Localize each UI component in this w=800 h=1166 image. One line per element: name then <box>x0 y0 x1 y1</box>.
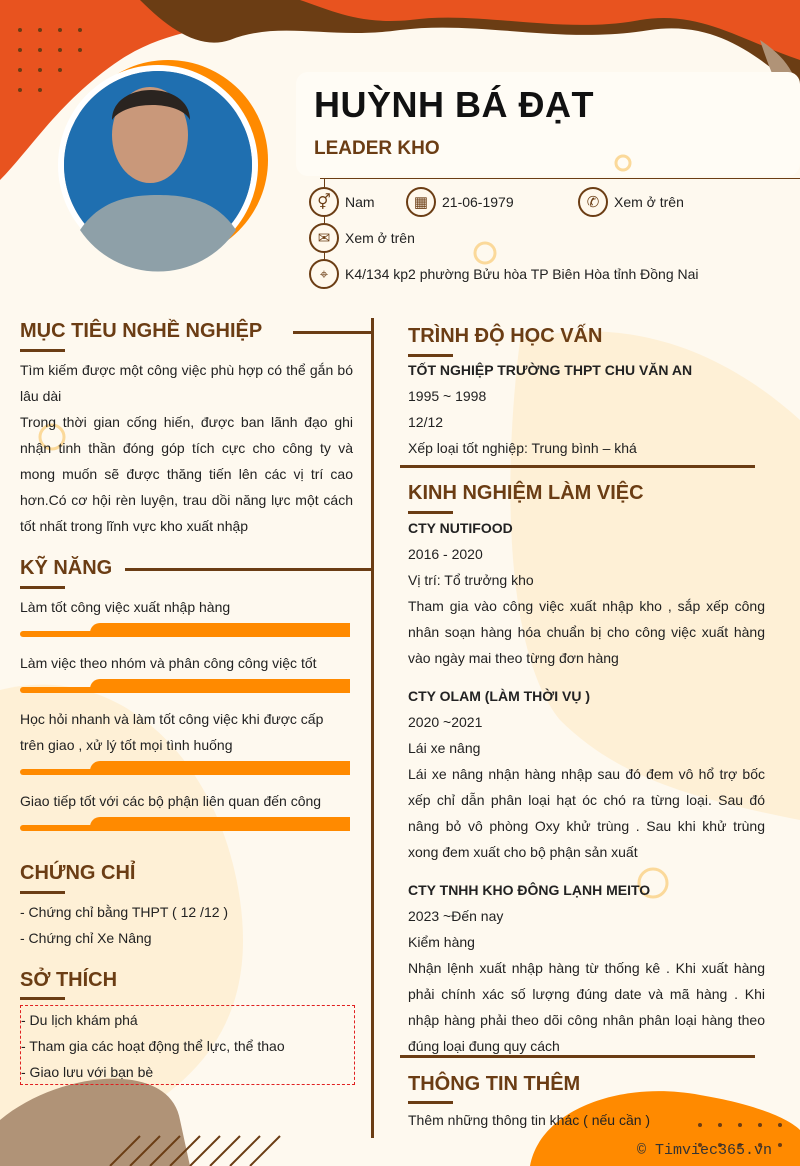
experience-item <box>408 515 765 671</box>
hobbies-heading: SỞ THÍCH <box>20 969 118 991</box>
skill-bar <box>20 761 350 775</box>
experience-list <box>408 515 765 1059</box>
email-value: Xem ở trên <box>345 230 415 246</box>
company-name: CTY TNHH KHO ĐÔNG LẠNH MEITO <box>408 882 651 898</box>
heading-underline <box>20 586 65 589</box>
skill-label: Làm tốt công việc xuất nhập hàng <box>20 599 231 615</box>
company-name: CTY NUTIFOOD <box>408 520 513 536</box>
education-rank: Xếp loại tốt nghiệp: Trung bình – khá <box>408 440 637 456</box>
job-period: 2020 ~2021 <box>408 714 483 730</box>
certificate-item: - Chứng chỉ bằng THPT ( 12 /12 ) <box>20 904 229 920</box>
job-period: 2016 - 2020 <box>408 546 483 562</box>
contact-email <box>309 223 415 253</box>
header-divider <box>320 178 800 179</box>
hobby-item: - Du lịch khám phá <box>21 1012 138 1028</box>
heading-underline <box>20 349 65 352</box>
job-description: Lái xe nâng nhận hàng nhập sau đó đem vô hổ trợ bốc xếp chỉ dẫn phân loại hạt óc chó ra từng loại. Sau đó nâng bỏ vô phòng Oxy khử trùng . Sau khi khử trùng xong đem xuất cho bộ phận sản xuất <box>408 766 765 860</box>
objective-heading: MỤC TIÊU NGHỀ NGHIỆP <box>20 320 263 342</box>
watermark: © Timviec365.vn <box>637 1142 773 1159</box>
location-icon: ⌖ <box>309 259 339 289</box>
heading-underline <box>20 891 65 894</box>
gender-icon: ⚥ <box>309 187 339 217</box>
contact-phone <box>578 187 684 217</box>
skills-heading: KỸ NĂNG <box>20 557 113 579</box>
certificates-list <box>20 899 228 951</box>
job-period: 2023 ~Đến nay <box>408 908 504 924</box>
contact-birthday <box>406 187 514 217</box>
experience-item <box>408 877 765 1059</box>
education-grade: 12/12 <box>408 414 444 430</box>
certificates-heading: CHỨNG CHỈ <box>20 862 136 884</box>
school-name: TỐT NGHIỆP TRƯỜNG THPT CHU VĂN AN <box>408 362 693 378</box>
education-entry <box>408 357 765 461</box>
company-name: CTY OLAM (LÀM THỜI VỤ ) <box>408 688 590 704</box>
education-heading: TRÌNH ĐỘ HỌC VẤN <box>408 325 603 347</box>
skill-bar <box>20 623 350 637</box>
phone-icon: ✆ <box>578 187 608 217</box>
extra-text: Thêm những thông tin khác ( nếu cần ) <box>408 1112 651 1128</box>
objective-line-1: Tìm kiếm được một công việc phù hợp có thể gắn bó lâu dài <box>20 362 353 404</box>
job-role: Kiểm hàng <box>408 934 475 950</box>
extra-heading: THÔNG TIN THÊM <box>408 1073 581 1095</box>
heading-line <box>125 568 373 571</box>
column-divider <box>371 318 374 1138</box>
section-divider <box>400 465 755 468</box>
certificate-item: - Chứng chỉ Xe Nâng <box>20 930 152 946</box>
skill-label: Giao tiếp tốt với các bộ phận liên quan đến công <box>20 793 322 809</box>
objective-text <box>20 357 353 539</box>
calendar-icon: ▦ <box>406 187 436 217</box>
hobby-item: - Tham gia các hoạt động thể lực, thể thao <box>21 1038 285 1054</box>
email-icon: ✉ <box>309 223 339 253</box>
experience-heading: KINH NGHIỆM LÀM VIỆC <box>408 482 644 504</box>
heading-underline <box>408 1101 453 1104</box>
job-description: Nhận lệnh xuất nhập hàng từ thống kê . Khi xuất hàng phải chính xác số lượng đúng date và mã hàng . Khi nhập hàng phải theo dõi công nhân phân loại hàng theo đúng loại đung quy cách <box>408 960 765 1054</box>
gender-value: Nam <box>345 194 375 210</box>
experience-item <box>408 683 765 865</box>
education-period: 1995 ~ 1998 <box>408 388 487 404</box>
job-role: Lái xe nâng <box>408 740 481 756</box>
contact-address <box>309 259 699 289</box>
birthday-value: 21-06-1979 <box>442 194 514 210</box>
heading-underline <box>20 997 65 1000</box>
objective-line-2: Trong thời gian cống hiến, được ban lãnh đạo ghi nhận tinh thần đóng góp tích cực cho công ty và mong muốn sẽ được thăng tiến lên các vị trí cao hơn.Có cơ hội rèn luyện, trau dồi năng lực một cách tốt nhất trong lĩnh vực kho xuất nhập <box>20 414 353 534</box>
phone-value: Xem ở trên <box>614 194 684 210</box>
skill-label: Học hỏi nhanh và làm tốt công việc khi được cấp trên giao , xử lý tốt mọi tình huống <box>20 711 324 753</box>
heading-underline <box>408 511 453 514</box>
hobby-item: - Giao lưu với bạn bè <box>21 1064 154 1080</box>
job-description: Tham gia vào công việc xuất nhập kho , sắp xếp công nhân soạn hàng hóa chuẩn bị cho công việc xuất hàng vào ngày mai theo từng đơn hàng <box>408 598 765 666</box>
section-divider <box>400 1055 755 1058</box>
contact-gender <box>309 187 375 217</box>
skill-bar <box>20 679 350 693</box>
hobbies-list <box>20 1005 355 1085</box>
skill-bar <box>20 817 350 831</box>
skill-label: Làm việc theo nhóm và phân công công việc tốt <box>20 655 317 671</box>
job-role: Vị trí: Tổ trưởng kho <box>408 572 534 588</box>
candidate-name: HUỲNH BÁ ĐẠT <box>314 84 594 125</box>
address-value: K4/134 kp2 phường Bửu hòa TP Biên Hòa tỉnh Đồng Nai <box>345 266 699 282</box>
job-title: LEADER KHO <box>314 138 440 159</box>
heading-line <box>293 331 373 334</box>
